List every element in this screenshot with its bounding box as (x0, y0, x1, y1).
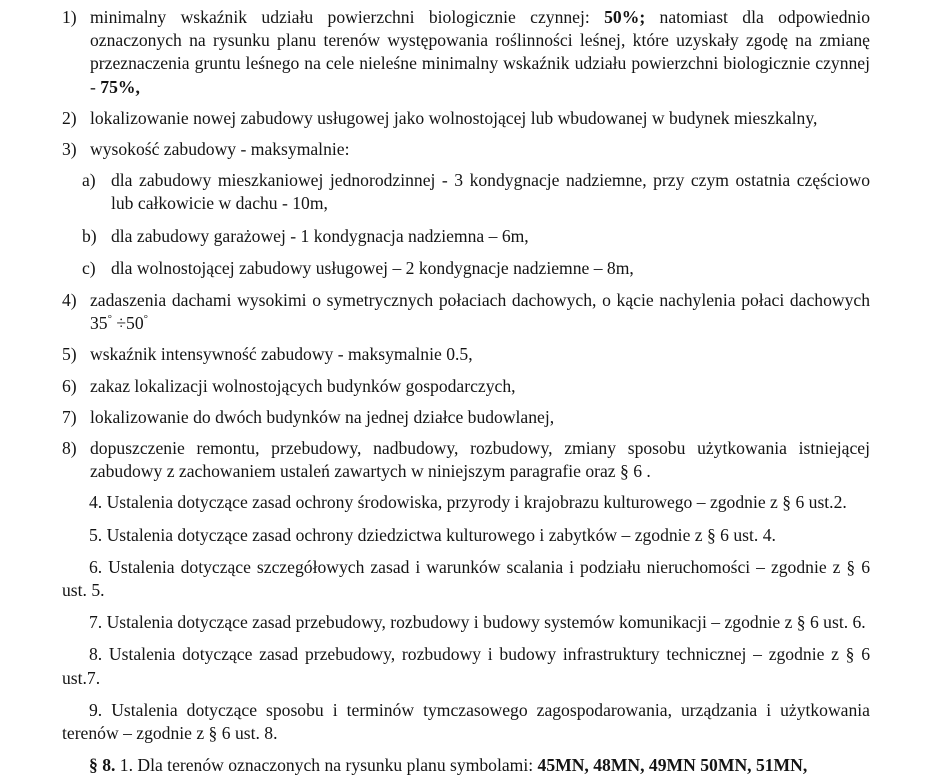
section-paragraph (62, 754, 870, 777)
document-body (62, 6, 870, 777)
list-subitem-marker: b) (82, 225, 97, 246)
numbered-paragraph: 9. Ustalenia dotyczące sposobu i terminów tymczasowego zagospodarowania, urządzania i użytkowania terenów – zgodnie z § 6 ust. 8. (62, 699, 870, 744)
list-subitem-text: dla wolnostojącej zabudowy usługowej – 2 kondygnacje nadziemne – 8m, (111, 257, 634, 278)
list-subitem-marker: c) (82, 257, 96, 278)
list-item (62, 437, 870, 483)
bold-value: 75%, (100, 76, 140, 97)
section-lead-text: 1. Dla terenów oznaczonych na rysunku planu symbolami: (115, 755, 538, 776)
list-item (62, 138, 870, 161)
list-subitem (82, 257, 870, 280)
numbered-paragraph: 4. Ustalenia dotyczące zasad ochrony środowiska, przyrody i krajobrazu kulturowego – zgodnie z § 6 ust.2. (89, 492, 847, 513)
degree-symbol: ° (107, 313, 112, 326)
list-item-marker: 5) (62, 344, 77, 365)
list-item (62, 107, 870, 130)
list-item (62, 6, 870, 99)
list-subitem-text: dla zabudowy mieszkaniowej jednorodzinnej - 3 kondygnacje nadziemne, przy czym ostatnia częściowo lub całkowicie w dachu - 10m, (111, 170, 870, 214)
list-item-marker: 3) (62, 139, 77, 160)
list-item-marker: 8) (62, 438, 77, 459)
list-item (62, 289, 870, 335)
list-item-text: wskaźnik intensywność zabudowy - maksymalnie 0.5, (90, 344, 473, 365)
list-subitem (82, 169, 870, 215)
list-item-marker: 6) (62, 375, 77, 396)
list-subitem-marker: a) (82, 170, 96, 191)
list-item (62, 375, 870, 398)
degree-symbol: ° (143, 313, 148, 326)
list-item-text: dopuszczenie remontu, przebudowy, nadbudowy, rozbudowy, zmiany sposobu użytkowania istniejącej zabudowy z zachowaniem ustaleń zawartych w niniejszym paragrafie oraz § 6 . (90, 438, 870, 482)
numbered-paragraph: 5. Ustalenia dotyczące zasad ochrony dziedzictwa kulturowego i zabytków – zgodnie z § 6 ust. 4. (89, 524, 776, 545)
numbered-paragraph: 7. Ustalenia dotyczące zasad przebudowy, rozbudowy i budowy systemów komunikacji – zgodnie z § 6 ust. 6. (89, 612, 866, 633)
list-subitem-text: dla zabudowy garażowej - 1 kondygnacja nadziemna – 6m, (111, 225, 529, 246)
section-marker: § 8. (89, 755, 116, 776)
list-item-marker: 1) (62, 7, 77, 27)
list-item-text: wysokość zabudowy - maksymalnie: (90, 139, 350, 160)
list-item-text: minimalny wskaźnik udziału powierzchni biologicznie czynnej: 50%; natomiast dla odpowiednio oznaczonych na rysunku planu terenów występowania roślinności leśnej, które uzyskały zgodę na zmianę przeznaczenia gruntu leśnego na cele nieleśne minimalny wskaźnik udziału powierzchni biologicznie czynnej - 75%, (90, 7, 871, 97)
terrain-symbols: 45MN, 48MN, 49MN 50MN, 51MN, (537, 755, 808, 776)
list-item-marker: 2) (62, 107, 77, 128)
list-item-marker: 4) (62, 290, 77, 311)
list-item (62, 343, 870, 366)
list-subitem (82, 225, 870, 248)
numbered-paragraph: 6. Ustalenia dotyczące szczegółowych zasad i warunków scalania i podziału nieruchomości – zgodnie z § 6 ust. 5. (62, 556, 870, 601)
list-item (62, 406, 870, 429)
list-item-text: lokalizowanie do dwóch budynków na jednej działce budowlanej, (90, 406, 555, 427)
list-item-text: lokalizowanie nowej zabudowy usługowej jako wolnostojącej lub wbudowanej w budynek mieszkalny, (90, 107, 818, 128)
numbered-paragraph: 8. Ustalenia dotyczące zasad przebudowy, rozbudowy i budowy infrastruktury technicznej – zgodnie z § 6 ust.7. (62, 644, 870, 688)
bold-value: 50%; (604, 7, 646, 27)
list-item-marker: 7) (62, 406, 77, 427)
list-item-text: zakaz lokalizacji wolnostojących budynków gospodarczych, (90, 375, 516, 396)
list-item-text: zadaszenia dachami wysokimi o symetrycznych połaciach dachowych, o kącie nachylenia połaci dachowych 35° ÷50° (90, 290, 870, 334)
